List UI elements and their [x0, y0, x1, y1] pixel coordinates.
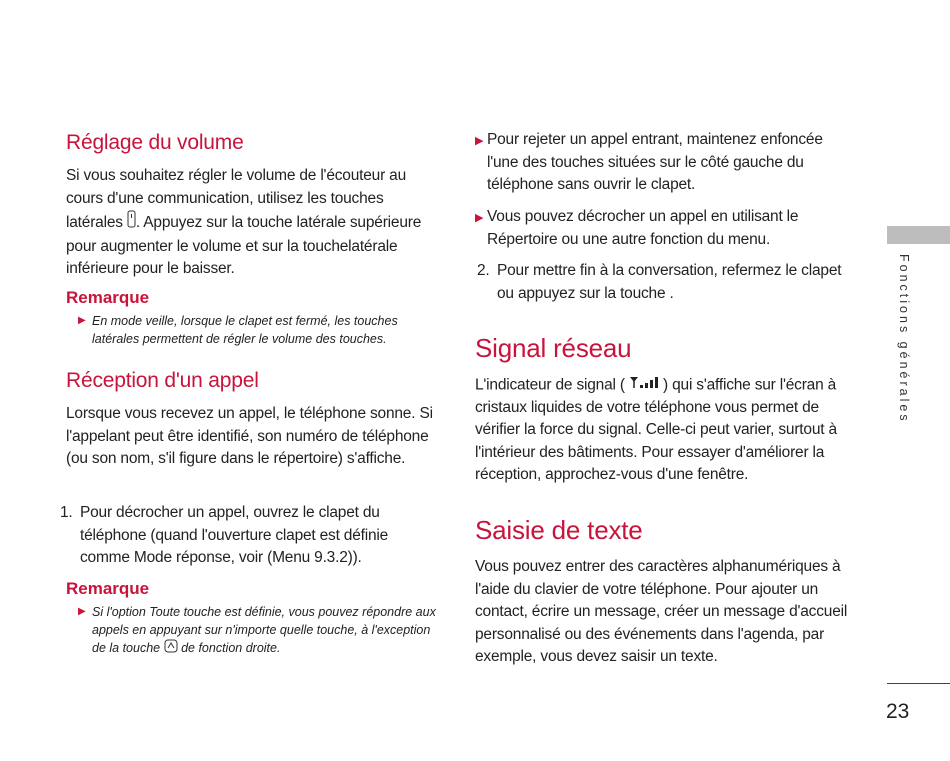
note-arrow-icon: ▶	[78, 315, 86, 326]
side-key-icon	[127, 210, 136, 236]
footer-rule	[887, 683, 950, 684]
bullet-answer: ▶ Vous pouvez décrocher un appel en utilisant le Répertoire ou une autre fonction du menu.	[475, 208, 799, 248]
signal-strength-icon	[629, 374, 659, 397]
volume-note: ▶ En mode veille, lorsque le clapet est fermé, les touches latérales permettent de régler le volume des touches.	[78, 314, 398, 346]
signal-paragraph: L'indicateur de signal ( ) qui s'affiche sur l'écran à cristaux liquides de votre téléphone vous permet de vérifier la force du signal. Celle-ci peut varier, surtout à l'intérieur des bâtiments. Pour essayer d'améliorer la réception, approchez-vous d'une fenêtre.	[475, 374, 850, 487]
signal-heading: Signal réseau	[475, 333, 632, 363]
reception-heading: Réception d'un appel	[66, 369, 259, 392]
volume-heading: Réglage du volume	[66, 131, 244, 154]
step-2: 2. Pour mettre fin à la conversation, refermez le clapet ou appuyez sur la touche .	[477, 262, 842, 302]
bullet-reject: ▶ Pour rejeter un appel entrant, maintenez enfoncée l'une des touches situées sur le côté gauche du téléphone sans ouvrir le clapet.	[475, 131, 823, 193]
text-input-heading: Saisie de texte	[475, 515, 643, 545]
step-1: 1. Pour décrocher un appel, ouvrez le clapet du téléphone (quand l'ouverture clapet est définie comme Mode réponse, voir (Menu 9.3.2)).	[60, 504, 389, 566]
reception-paragraph: Lorsque vous recevez un appel, le téléphone sonne. Si l'appelant peut être identifié, son numéro de téléphone (ou son nom, s'il figure dans le répertoire) s'affiche.	[66, 405, 433, 467]
bullet-arrow-icon: ▶	[475, 212, 484, 224]
volume-note-title: Remarque	[66, 288, 150, 307]
volume-paragraph: Si vous souhaitez régler le volume de l'écouteur au cours d'une communication, utilisez les touches latérales . Appuyez sur la touche latérale supérieure pour augmenter le volume et sur la touchelatérale inférieure pour le baisser.	[66, 167, 422, 277]
section-tab-label: Fonctions générales	[897, 254, 911, 424]
text-input-paragraph: Vous pouvez entrer des caractères alphanumériques à l'aide du clavier de votre téléphone. Pour ajouter un contact, écrire un message, créer un message d'accueil personnalisé ou des événements dans l'agenda, par exemple, vous devez saisir un texte.	[475, 558, 848, 665]
section-tab	[887, 226, 950, 244]
end-key-icon	[164, 639, 178, 658]
page-number: 23	[886, 700, 910, 723]
bullet-arrow-icon: ▶	[475, 135, 484, 147]
note-arrow-icon: ▶	[78, 606, 86, 617]
reception-note: ▶ Si l'option Toute touche est définie, vous pouvez répondre aux appels en appuyant sur n'importe quelle touche, à l'exception de la touche de fonction droite.	[78, 603, 437, 658]
reception-note-title: Remarque	[66, 579, 150, 598]
